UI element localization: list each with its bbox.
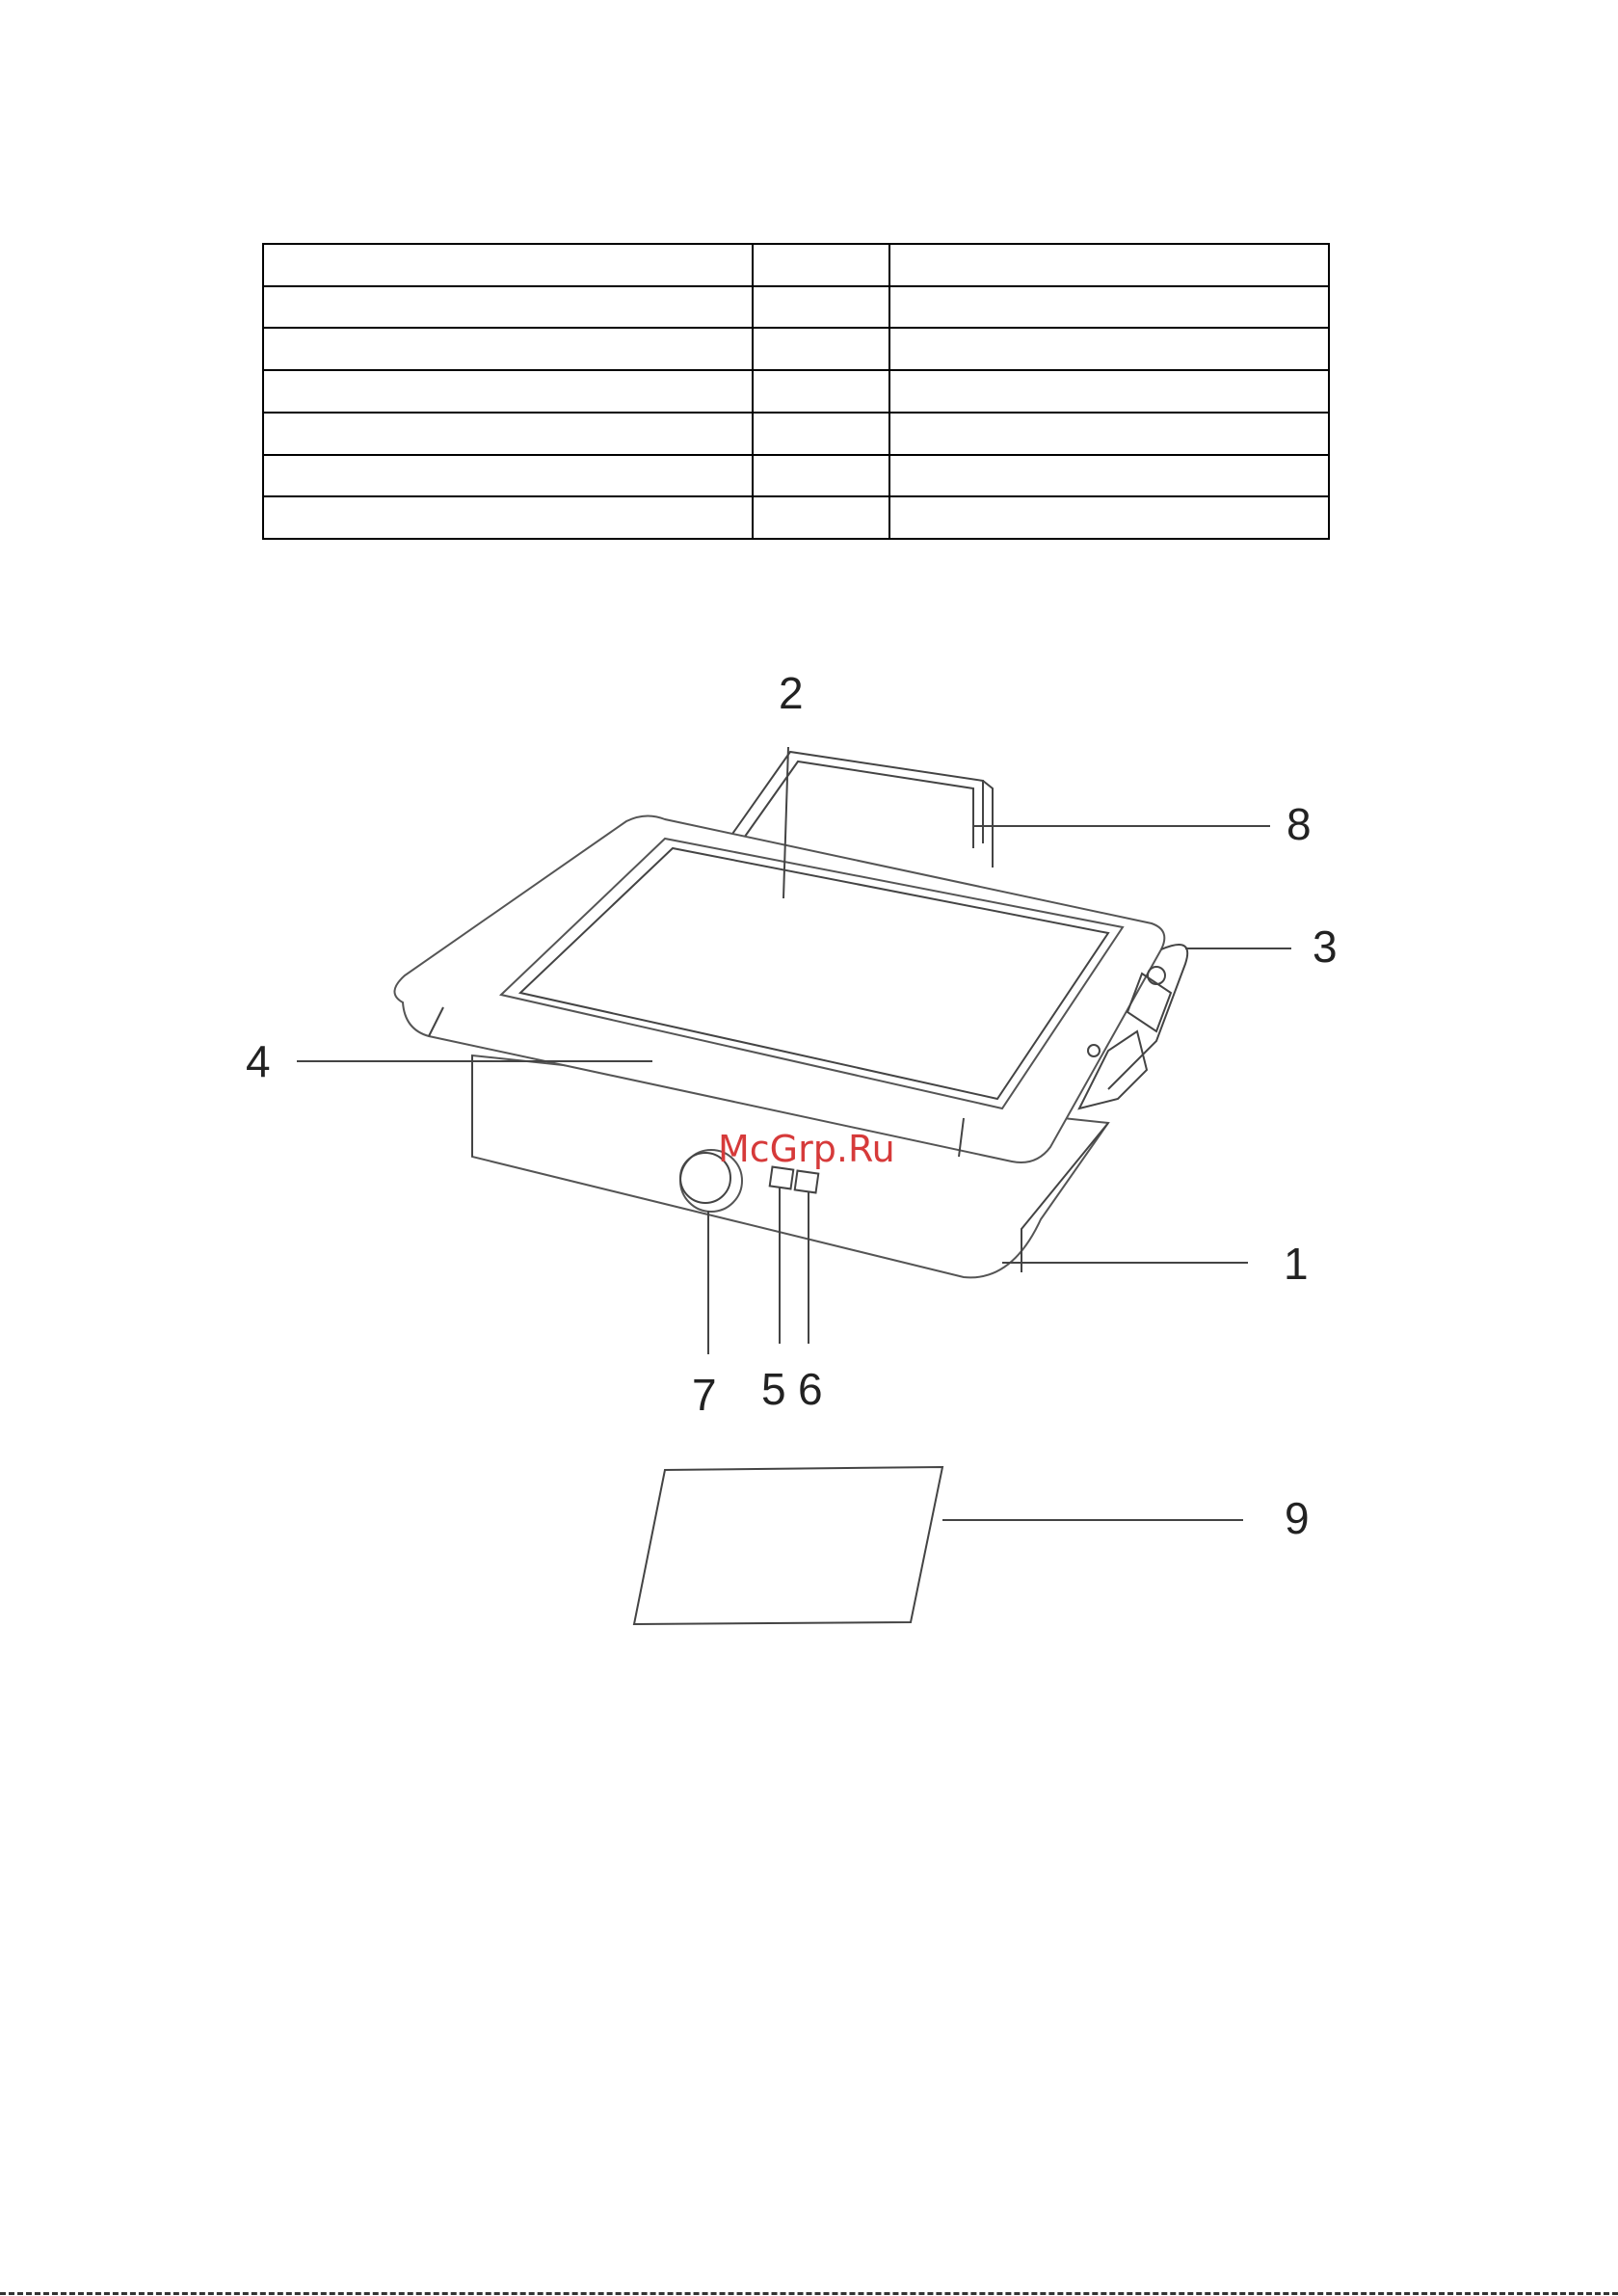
- callout-6: 6: [798, 1364, 823, 1414]
- callout-7: 7: [692, 1370, 717, 1420]
- recipe-card-illustration: [634, 1467, 942, 1624]
- callout-3: 3: [1313, 921, 1338, 972]
- callout-1: 1: [1284, 1239, 1309, 1289]
- callout-9: 9: [1285, 1493, 1310, 1543]
- watermark: McGrp.Ru: [718, 1128, 895, 1170]
- callout-4: 4: [246, 1036, 271, 1086]
- callout-2: 2: [779, 668, 804, 718]
- page-bottom-rule: [0, 2292, 1618, 2295]
- callout-8: 8: [1286, 799, 1312, 849]
- callout-5: 5: [761, 1364, 786, 1414]
